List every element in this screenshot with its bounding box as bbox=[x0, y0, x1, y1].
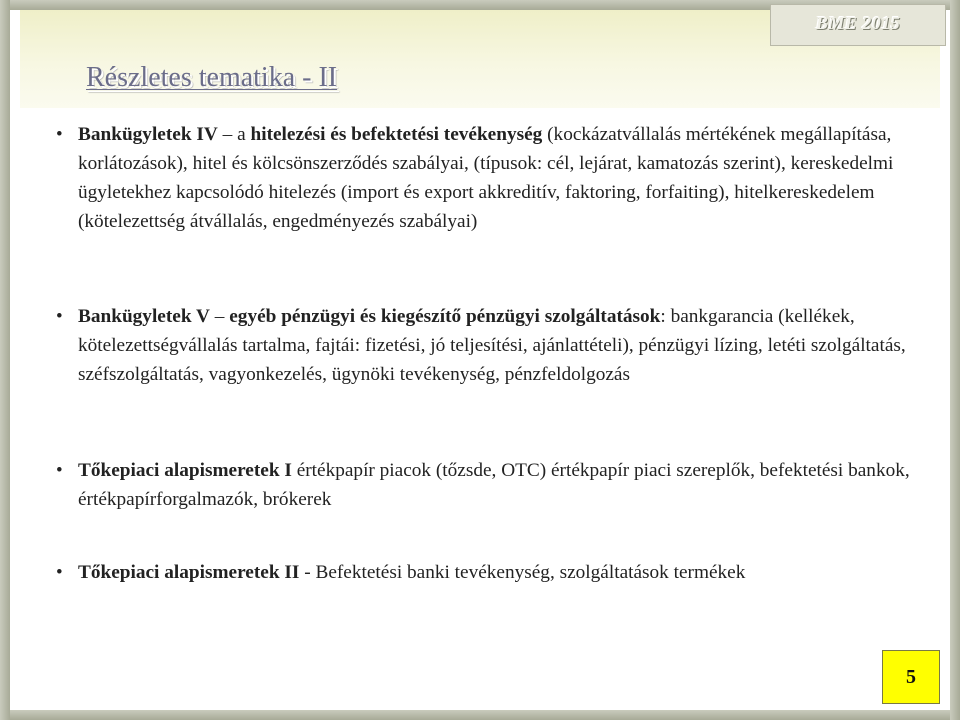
bullet-emphasis: egyéb pénzügyi és kiegészítő pénzügyi szolgáltatások bbox=[229, 306, 661, 327]
bullet-lead: Tőkepiaci alapismeretek I bbox=[78, 460, 292, 481]
bullet-text: - Befektetési banki tevékenység, szolgáltatások termékek bbox=[299, 562, 746, 583]
bullet-text: : bankgarancia (kellékek, kötelezettségvállalás tartalma, fajtái: fizetési, jó teljesítési, ajánlattételi), pénzügyi lízing, letéti szolgáltatás, széfszolgáltatás, vagyonkezelés, ügynöki tevékenység, pénzfeldolgozás bbox=[78, 306, 906, 385]
frame-left bbox=[0, 0, 10, 720]
bullet-text: (kockázatvállalás mértékének megállapítása, korlátozások), hitel és kölcsönszerződés szabályai, (típusok: cél, lejárat, kamatozás szerint), kereskedelmi ügyletekhez kapcsolódó hitelezés (import és export akkreditív, faktoring, forfaiting), hitelkereskedelem (kötelezettség átvállalás, engedményezés szabályai) bbox=[78, 124, 894, 232]
institution-badge bbox=[770, 4, 946, 46]
bullet-dot-icon: • bbox=[56, 460, 63, 481]
bullet-separator: – a bbox=[217, 124, 251, 145]
bullet-lead: Bankügyletek IV bbox=[78, 124, 218, 145]
badge-label: BME 2015 bbox=[815, 13, 901, 33]
page-number: 5 bbox=[882, 650, 940, 704]
bullet-lead: Bankügyletek V bbox=[78, 306, 210, 327]
bullet-emphasis: hitelezési és befektetési tevékenység bbox=[250, 124, 543, 145]
bullet-item bbox=[56, 302, 918, 389]
bullet-dot-icon: • bbox=[56, 306, 63, 327]
bullet-separator: – bbox=[209, 306, 230, 327]
page-title: Részletes tematika - II bbox=[86, 62, 338, 93]
frame-right bbox=[950, 0, 960, 720]
bullet-dot-icon: • bbox=[56, 562, 63, 583]
bullet-item bbox=[56, 456, 918, 514]
bullet-item bbox=[56, 120, 918, 236]
bullet-item bbox=[56, 558, 918, 587]
content-area bbox=[20, 108, 940, 698]
bullet-dot-icon: • bbox=[56, 124, 63, 145]
bullet-lead: Tőkepiaci alapismeretek II bbox=[78, 562, 300, 583]
bullet-text: értékpapír piacok (tőzsde, OTC) értékpapír piaci szereplők, befektetési bankok, értékpapírforgalmazók, brókerek bbox=[78, 460, 910, 510]
frame-bottom bbox=[0, 710, 960, 720]
